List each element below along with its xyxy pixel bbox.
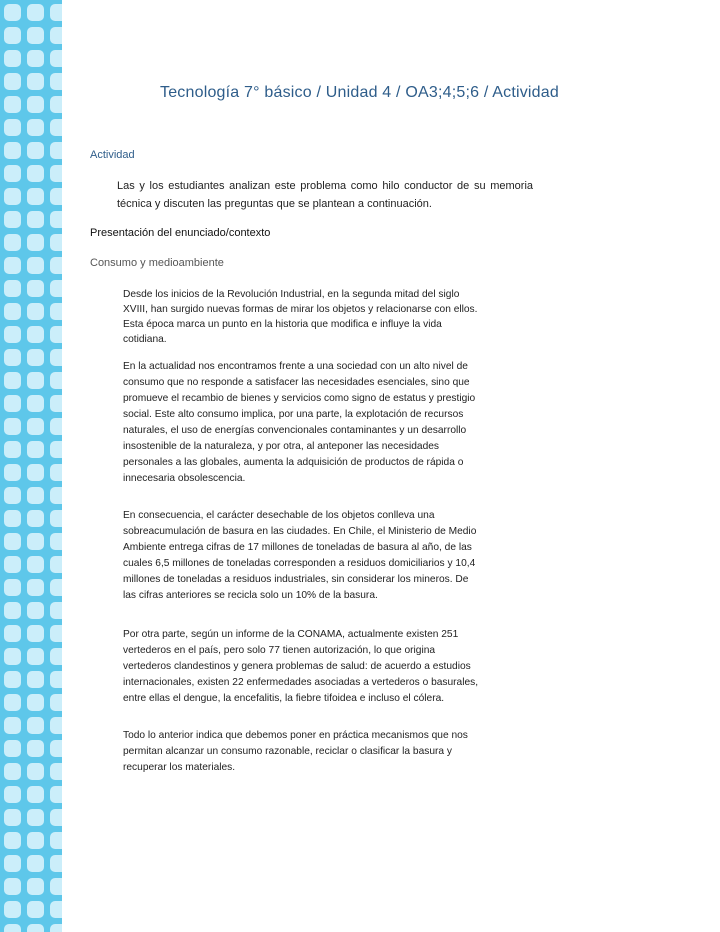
decorative-tile — [4, 257, 21, 274]
decorative-tile — [50, 165, 62, 182]
decorative-tile — [4, 694, 21, 711]
decorative-tile — [50, 441, 62, 458]
paragraph-line: social. Este alto consumo implica, por una parte, la explotación de recursos — [123, 409, 464, 420]
paragraph-line: recuperar los materiales. — [123, 762, 236, 773]
decorative-tile — [27, 786, 44, 803]
decorative-tile — [50, 372, 62, 389]
decorative-tile — [27, 395, 44, 412]
decorative-tile — [50, 303, 62, 320]
decorative-tile — [50, 487, 62, 504]
context-subheading: Consumo y medioambiente — [90, 257, 224, 269]
decorative-tile — [4, 878, 21, 895]
decorative-tile — [4, 763, 21, 780]
decorative-tile — [27, 487, 44, 504]
decorative-tile — [50, 694, 62, 711]
decorative-tile — [4, 786, 21, 803]
decorative-tile — [4, 119, 21, 136]
paragraph-line: sobreacumulación de basura en las ciudades. En Chile, el Ministerio de Medio — [123, 526, 477, 537]
decorative-tile — [27, 625, 44, 642]
decorative-tile — [27, 809, 44, 826]
decorative-side-strip — [0, 0, 62, 932]
decorative-tile — [27, 441, 44, 458]
decorative-tile — [27, 464, 44, 481]
paragraph-line: cotidiana. — [123, 334, 167, 345]
decorative-tile — [27, 96, 44, 113]
decorative-tile — [27, 855, 44, 872]
decorative-tile — [27, 234, 44, 251]
decorative-tile — [27, 50, 44, 67]
decorative-tile — [4, 395, 21, 412]
decorative-tile — [50, 648, 62, 665]
decorative-tile — [50, 878, 62, 895]
decorative-tile — [50, 4, 62, 21]
decorative-tile — [4, 832, 21, 849]
decorative-tile — [50, 579, 62, 596]
paragraph-line: naturales, el uso de energías convencionales contaminantes y un desarrollo — [123, 425, 467, 436]
paragraph-line: entre ellas el dengue, la encefalitis, la fiebre tifoidea e incluso el cólera. — [123, 693, 445, 704]
decorative-tile — [50, 625, 62, 642]
decorative-tile — [4, 556, 21, 573]
decorative-tile — [27, 73, 44, 90]
decorative-tile — [27, 4, 44, 21]
decorative-tile — [4, 4, 21, 21]
paragraph-consumption — [123, 359, 503, 487]
decorative-tile — [4, 303, 21, 320]
paragraph-industrial-revolution — [123, 287, 515, 347]
decorative-tile — [4, 625, 21, 642]
decorative-tile — [50, 257, 62, 274]
decorative-tile — [50, 671, 62, 688]
decorative-tile — [4, 211, 21, 228]
paragraph-line: consumo que no responde a satisfacer las necesidades esenciales, sino que — [123, 377, 470, 388]
decorative-tile — [50, 234, 62, 251]
decorative-tile — [4, 349, 21, 366]
decorative-tile — [27, 556, 44, 573]
paragraph-line: permitan alcanzar un consumo razonable, reciclar o clasificar la basura y — [123, 746, 452, 757]
paragraph-line: Desde los inicios de la Revolución Industrial, en la segunda mitad del siglo — [123, 289, 460, 300]
decorative-tile — [4, 602, 21, 619]
decorative-tile — [50, 901, 62, 918]
decorative-tile — [27, 924, 44, 932]
decorative-tile — [50, 50, 62, 67]
decorative-tile — [27, 533, 44, 550]
decorative-tile — [4, 372, 21, 389]
paragraph-line: En consecuencia, el carácter desechable de los objetos conlleva una — [123, 510, 435, 521]
paragraph-line: En la actualidad nos encontramos frente a una sociedad con un alto nivel de — [123, 361, 468, 372]
decorative-tile — [4, 717, 21, 734]
page-title: Tecnología 7° básico / Unidad 4 / OA3;4;5;6 / Actividad — [160, 84, 559, 101]
decorative-tile — [4, 901, 21, 918]
decorative-tile — [4, 96, 21, 113]
decorative-tile — [27, 188, 44, 205]
decorative-tile — [50, 96, 62, 113]
decorative-tile — [27, 878, 44, 895]
decorative-tile — [50, 280, 62, 297]
paragraph-waste-figures — [123, 508, 513, 604]
decorative-tile — [4, 234, 21, 251]
decorative-tile — [50, 418, 62, 435]
decorative-tile — [4, 671, 21, 688]
decorative-tile — [27, 418, 44, 435]
paragraph-line: innecesaria obsolescencia. — [123, 473, 246, 484]
paragraph-line: personales a las globales, aumenta la adquisición de productos de rápida o — [123, 457, 464, 468]
decorative-tile — [27, 832, 44, 849]
decorative-tile — [27, 165, 44, 182]
decorative-tile — [27, 257, 44, 274]
paragraph-line: promueve el recambio de bienes y servicios como signo de estatus y prestigio — [123, 393, 476, 404]
decorative-tile — [4, 73, 21, 90]
decorative-tile — [50, 73, 62, 90]
decorative-tile — [4, 142, 21, 159]
decorative-tile — [50, 27, 62, 44]
decorative-tile — [50, 510, 62, 527]
decorative-tile — [50, 763, 62, 780]
decorative-tile — [27, 694, 44, 711]
decorative-tile — [27, 372, 44, 389]
decorative-tile — [27, 579, 44, 596]
decorative-tile — [50, 740, 62, 757]
decorative-tile — [4, 50, 21, 67]
decorative-tile — [50, 395, 62, 412]
decorative-tile — [27, 326, 44, 343]
decorative-tile — [4, 855, 21, 872]
decorative-tile — [4, 487, 21, 504]
decorative-tile — [27, 740, 44, 757]
presentation-heading: Presentación del enunciado/contexto — [90, 227, 271, 239]
decorative-tile — [27, 671, 44, 688]
paragraph-line: Por otra parte, según un informe de la CONAMA, actualmente existen 251 — [123, 629, 459, 640]
decorative-tile — [50, 533, 62, 550]
decorative-tile — [27, 602, 44, 619]
decorative-tile — [50, 924, 62, 932]
decorative-tile — [27, 303, 44, 320]
decorative-tile — [4, 441, 21, 458]
decorative-tile — [50, 602, 62, 619]
activity-description: Las y los estudiantes analizan este problema como hilo conductor de su memoria técnica y discuten las preguntas que se plantean a continuación. — [117, 180, 533, 210]
decorative-tile — [50, 142, 62, 159]
paragraph-line: insostenible de la naturaleza, y por otra, al anteponer las necesidades — [123, 441, 440, 452]
decorative-tile — [50, 188, 62, 205]
decorative-tile — [50, 349, 62, 366]
decorative-tile — [27, 648, 44, 665]
paragraph-landfills — [123, 627, 513, 707]
decorative-tile — [4, 740, 21, 757]
decorative-tile — [4, 418, 21, 435]
decorative-tile — [50, 786, 62, 803]
paragraph-line: Todo lo anterior indica que debemos poner en práctica mecanismos que nos — [123, 730, 468, 741]
paragraph-line: millones de toneladas a residuos industriales, sin considerar los mineros. De — [123, 574, 469, 585]
paragraph-line: cuales 6,5 millones de toneladas corresponden a residuos domiciliarios y 10,4 — [123, 558, 476, 569]
paragraph-line: internacionales, existen 22 enfermedades asociadas a vertederos o basurales, — [123, 677, 479, 688]
decorative-tile — [27, 510, 44, 527]
paragraph-line: Esta época marca un punto en la historia que modifica e influye la vida — [123, 319, 442, 330]
decorative-tile — [4, 579, 21, 596]
decorative-tile — [27, 349, 44, 366]
decorative-tile — [50, 832, 62, 849]
decorative-tile — [4, 924, 21, 932]
decorative-tile — [27, 142, 44, 159]
decorative-tile — [27, 27, 44, 44]
decorative-tile — [27, 717, 44, 734]
decorative-tile — [27, 211, 44, 228]
decorative-tile — [4, 165, 21, 182]
decorative-tile — [50, 119, 62, 136]
decorative-tile — [50, 464, 62, 481]
decorative-tile — [4, 27, 21, 44]
decorative-tile — [50, 717, 62, 734]
decorative-tile — [50, 326, 62, 343]
decorative-tile — [27, 763, 44, 780]
decorative-tile — [4, 809, 21, 826]
decorative-tile — [4, 280, 21, 297]
paragraph-line: las cifras anteriores se recicla solo un 10% de la basura. — [123, 590, 378, 601]
decorative-tile — [4, 648, 21, 665]
decorative-tile — [4, 533, 21, 550]
decorative-tile — [50, 855, 62, 872]
decorative-tile — [4, 510, 21, 527]
decorative-tile — [27, 901, 44, 918]
decorative-tile — [4, 326, 21, 343]
decorative-tile — [4, 464, 21, 481]
decorative-tile — [50, 211, 62, 228]
paragraph-conclusion — [123, 728, 503, 776]
decorative-tile — [50, 809, 62, 826]
paragraph-line: XVIII, han surgido nuevas formas de mirar los objetos y relacionarse con ellos. — [123, 304, 478, 315]
decorative-tile — [27, 119, 44, 136]
decorative-tile — [4, 188, 21, 205]
decorative-tile — [27, 280, 44, 297]
activity-label: Actividad — [90, 149, 135, 161]
decorative-tile — [50, 556, 62, 573]
paragraph-line: vertederos clandestinos y genera problemas de salud: de acuerdo a estudios — [123, 661, 471, 672]
paragraph-line: vertederos en el país, pero solo 77 tienen autorización, lo que origina — [123, 645, 436, 656]
paragraph-line: Ambiente entrega cifras de 17 millones de toneladas de basura al año, de las — [123, 542, 472, 553]
